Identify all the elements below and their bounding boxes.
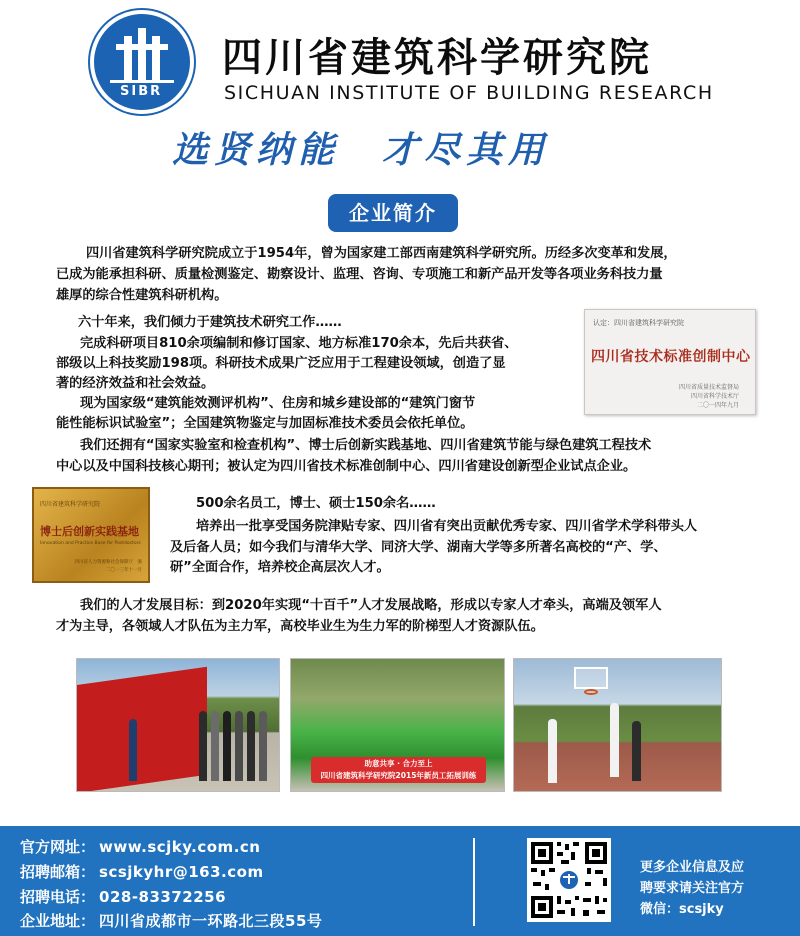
plaque-date: 二〇一三年十一月 xyxy=(106,568,142,573)
email-link[interactable]: scsjkyhr@163.com xyxy=(99,863,264,881)
person-figure xyxy=(211,711,219,781)
institute-name-cn: 四川省建筑科学研究院 xyxy=(222,35,652,81)
footer-website xyxy=(20,836,260,857)
phone-number[interactable]: 028-83372256 xyxy=(99,888,227,906)
paragraph-intro-line1: 四川省建筑科学研究院成立于1954年，曾为国家建工部西南建筑科学研究所。历经多次变革和发展， xyxy=(86,246,677,261)
website-link[interactable]: www.scjky.com.cn xyxy=(99,838,261,856)
plaque-title-en: Innovation and Practice Base for Postdoctors xyxy=(40,541,141,546)
certificate-header: 认定：四川省建筑科学研究院 xyxy=(593,319,684,327)
person-figure xyxy=(235,711,243,781)
person-figure xyxy=(247,711,255,781)
player-figure xyxy=(548,719,557,783)
photo-group-at-flag xyxy=(76,658,280,792)
footer-address xyxy=(20,910,322,931)
paragraph-labs-line1: 我们还拥有“国家实验室和检查机构”、博士后创新实践基地、四川省建筑节能与绿色建筑工程技术 xyxy=(80,438,652,453)
plaque-title: 博士后创新实践基地 xyxy=(40,525,139,538)
paragraph-goals-line2: 才为主导，各领域人才队伍为主力军，高校毕业生为生力军的阶梯型人才资源队伍。 xyxy=(56,619,544,634)
qr-code-icon xyxy=(527,838,611,922)
party-flag-icon xyxy=(77,667,207,792)
certificate-date: 二〇一四年九月 xyxy=(696,402,739,409)
certificate-standards-center xyxy=(584,309,756,415)
paragraph-research-line2: 部级以上科技奖励198项。科研技术成果广泛应用于工程建设领域，创造了显 xyxy=(56,356,506,371)
paragraph-intro-line2: 已成为能承担科研、质量检测鉴定、勘察设计、监理、咨询、专项施工和新产品开发等各项业务科技力量 xyxy=(56,267,663,282)
phone-label: 招聘电话： xyxy=(20,888,96,906)
footer-note-line2: 聘要求请关注官方 xyxy=(640,881,745,896)
footer-note-line3: 微信：scsjky xyxy=(640,902,724,917)
person-figure xyxy=(223,711,231,781)
institute-name-en: SICHUAN INSTITUTE OF BUILDING RESEARCH xyxy=(224,82,714,104)
basketball-hoop-icon xyxy=(574,667,608,689)
person-figure xyxy=(129,719,137,781)
logo-text: SIBR xyxy=(120,84,163,99)
footer-note-line1: 更多企业信息及应 xyxy=(640,860,745,875)
certificate-issuer2: 四川省科学技术厅 xyxy=(690,393,739,400)
paragraph-sixty-years: 六十年来，我们倾力于建筑技术研究工作…… xyxy=(78,315,342,330)
paragraph-research-line3: 著的经济效益和社会效益。 xyxy=(56,376,215,391)
email-label: 招聘邮箱： xyxy=(20,863,96,881)
paragraph-research-line1: 完成科研项目810余项编制和修订国家、地方标准170余本，先后共获省、 xyxy=(80,336,518,351)
paragraph-staff: 500余名员工，博士、硕士150余名…… xyxy=(196,496,436,511)
section-title-company-profile: 企业简介 xyxy=(328,194,458,232)
paragraph-national-line1: 现为国家级“建筑能效测评机构”、住房和城乡建设部的“建筑门窗节 xyxy=(80,396,476,411)
wechat-qr-code[interactable] xyxy=(527,838,611,922)
address-value: 四川省成都市一环路北三段55号 xyxy=(99,912,323,930)
website-label: 官方网址： xyxy=(20,838,96,856)
plaque-issuer: 四川省人力资源和社会保障厅 颁 xyxy=(74,560,142,565)
paragraph-goals-line1: 我们的人才发展目标：到2020年实现“十百千”人才发展战略，形成以专家人才牵头，高端及领军人 xyxy=(80,598,662,613)
person-figure xyxy=(199,711,207,781)
player-figure xyxy=(610,703,619,777)
address-label: 企业地址： xyxy=(20,912,96,930)
banner-line1: 助意共享 · 合力至上 xyxy=(364,759,433,768)
paragraph-intro-line3: 雄厚的综合性建筑科研机构。 xyxy=(56,288,228,303)
person-figure xyxy=(259,711,267,781)
certificate-title: 四川省技术标准创制中心 xyxy=(591,349,751,365)
photo-team-training xyxy=(290,658,505,792)
paragraph-national-line2: 能性能标识试验室”；全国建筑物鉴定与加固标准技术委员会依托单位。 xyxy=(56,416,474,431)
footer-email xyxy=(20,861,264,882)
plaque-header: 四川省建筑科学研究院 xyxy=(40,501,101,508)
paragraph-labs-line2: 中心以及中国科技核心期刊；被认定为四川省技术标准创制中心、四川省建设创新型企业试点企业。 xyxy=(56,459,637,474)
paragraph-talent-line3: 研”全面合作，培养校企高层次人才。 xyxy=(170,560,390,575)
certificate-postdoc-base xyxy=(32,487,150,583)
contact-footer xyxy=(0,826,800,936)
footer-phone xyxy=(20,886,226,907)
photo-basketball xyxy=(513,658,722,792)
paragraph-talent-line2: 及后备人员；如今我们与清华大学、同济大学、湖南大学等多所著名高校的“产、学、 xyxy=(170,540,667,555)
paragraph-talent-line1: 培养出一批享受国务院津贴专家、四川省有突出贡献优秀专家、四川省学术学科带头人 xyxy=(196,519,698,534)
basketball-rim-icon xyxy=(584,689,598,695)
slogan: 选贤纳能 才尽其用 xyxy=(172,129,551,171)
footer-divider xyxy=(473,838,475,926)
certificate-issuer1: 四川省质量技术监督局 xyxy=(678,384,739,391)
institute-logo xyxy=(90,10,194,114)
banner-line2: 四川省建筑科学研究院2015年新员工拓展训练 xyxy=(320,771,477,780)
player-figure xyxy=(632,721,641,781)
training-banner xyxy=(311,757,486,783)
